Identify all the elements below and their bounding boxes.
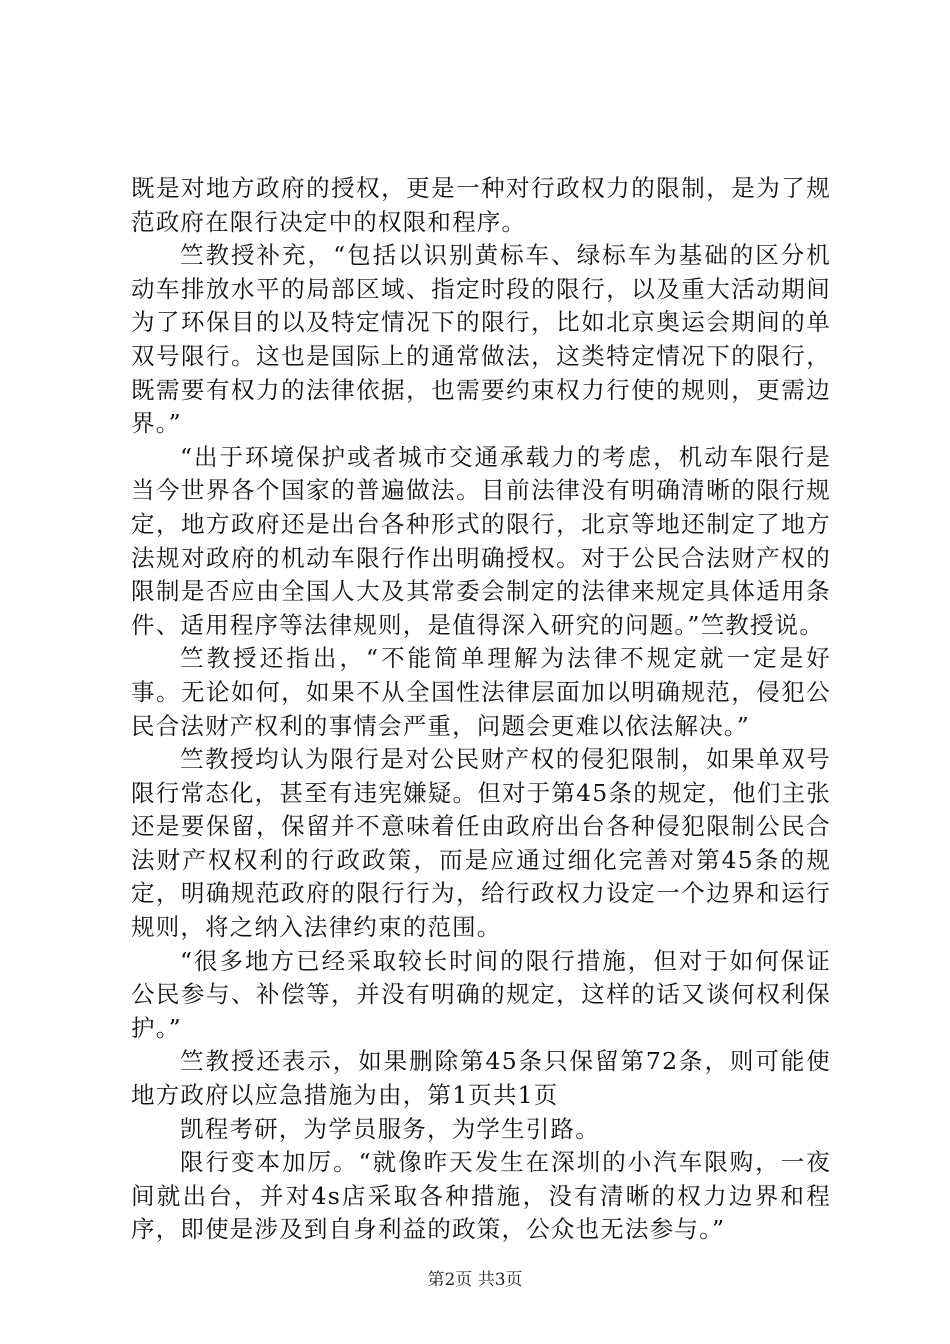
paragraph-7: 竺教授还表示，如果删除第45条只保留第72条，则可能使地方政府以应急措施为由，第1页共1页 xyxy=(131,1047,831,1110)
page-number-label: 第2页 共3页 xyxy=(427,1270,523,1290)
paragraph-8: 凯程考研，为学员服务，为学生引路。 xyxy=(180,1114,600,1143)
paragraph-1: 既是对地方政府的授权，更是一种对行政权力的限制，是为了规范政府在限行决定中的权限和程序。 xyxy=(131,174,831,236)
paragraph-9: 限行变本加厉。“就像昨天发生在深圳的小汽车限购，一夜间就出台，并对4s店采取各种措施，没有清晰的权力边界和程序，即使是涉及到自身利益的政策，公众也无法参与。” xyxy=(131,1148,831,1244)
page-footer xyxy=(0,1269,950,1291)
paragraph-3: “出于环境保护或者城市交通承载力的考虑，机动车限行是当今世界各个国家的普遍做法。目前法律没有明确清晰的限行规定，地方政府还是出台各种形式的限行，北京等地还制定了地方法规对政府的机动车限行作出明确授权。对于公民合法财产权的限制是否应由全国人大及其常委会制定的法律来规定具体适用条件、适用程序等法律规则，是值得深入研究的问题。”竺教授说。 xyxy=(131,442,831,639)
paragraph-4: 竺教授还指出，“不能简单理解为法律不规定就一定是好事。无论如何，如果不从全国性法律层面加以明确规范，侵犯公民合法财产权利的事情会严重，问题会更难以依法解决。” xyxy=(131,644,831,740)
paragraph-2: 竺教授补充，“包括以识别黄标车、绿标车为基础的区分机动车排放水平的局部区域、指定时段的限行，以及重大活动期间为了环保目的以及特定情况下的限行，比如北京奥运会期间的单双号限行。这也是国际上的通常做法，这类特定情况下的限行，既需要有权力的法律依据，也需要约束权力行使的规则，更需边界。” xyxy=(131,241,831,438)
paragraph-6: “很多地方已经采取较长时间的限行措施，但对于如何保证公民参与、补偿等，并没有明确的规定，这样的话又谈何权利保护。” xyxy=(131,946,831,1042)
document-body xyxy=(131,172,831,1247)
paragraph-5: 竺教授均认为限行是对公民财产权的侵犯限制，如果单双号限行常态化，甚至有违宪嫌疑。但对于第45条的规定，他们主张还是要保留，保留并不意味着任由政府出台各种侵犯限制公民合法财产权权利的行政政策，而是应通过细化完善对第45条的规定，明确规范政府的限行行为，给行政权力设定一个边界和运行规则，将之纳入法律约束的范围。 xyxy=(131,745,831,942)
